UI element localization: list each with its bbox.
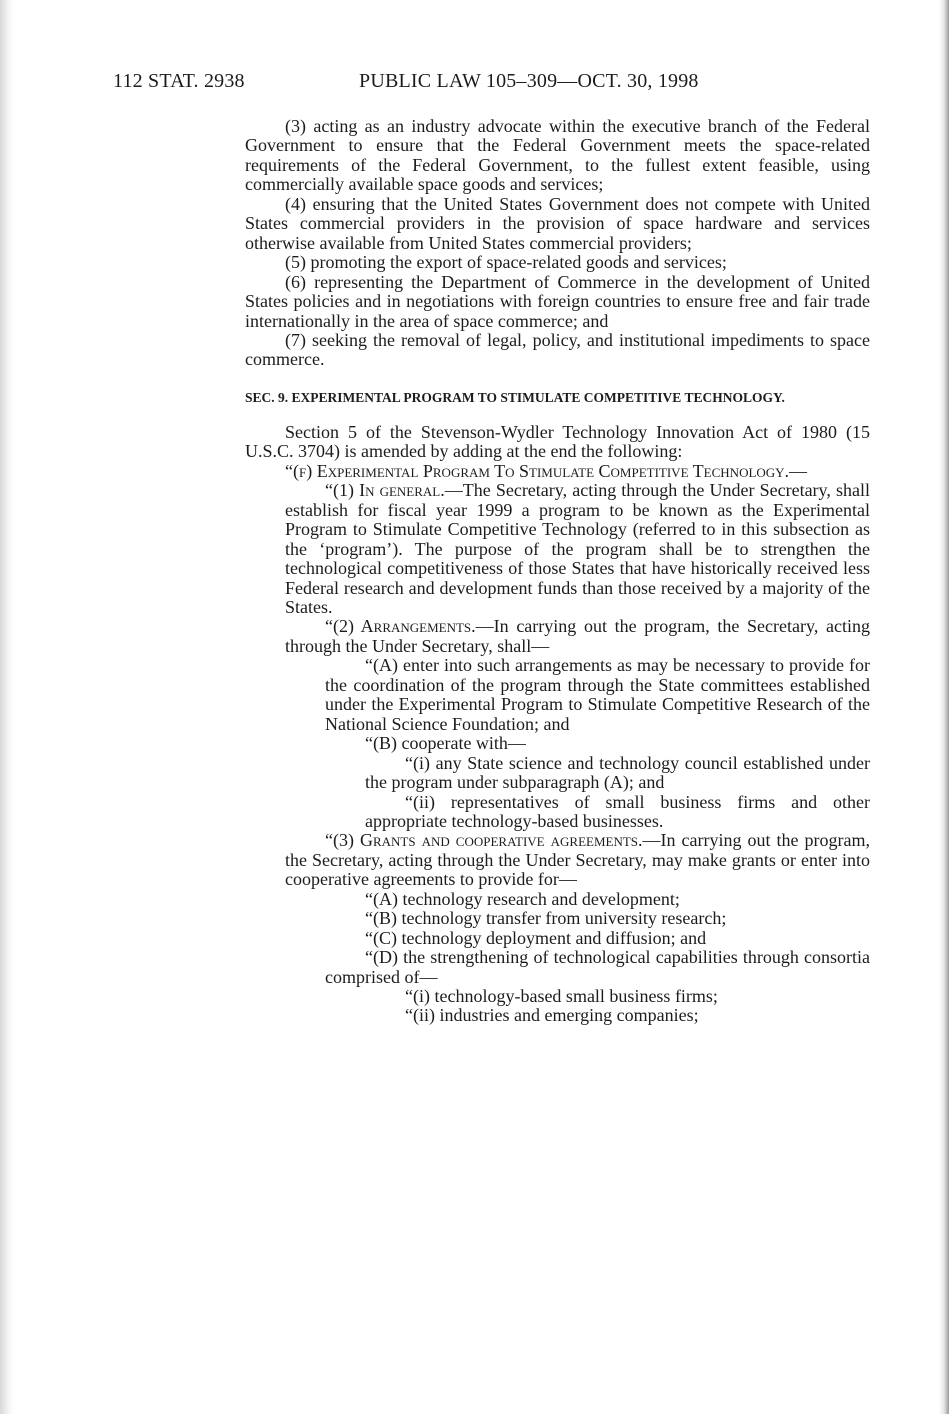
paragraph-4: (4) ensuring that the United States Government does not compete with United States commercial providers in the provision of space hardware and services otherwise available from United States commercial providers; [245, 193, 870, 253]
page-header [0, 70, 949, 96]
paragraph-1-label: “(1) In general. [325, 480, 445, 501]
subparagraph-3A: “(A) technology research and development; [365, 888, 680, 909]
subsection-f-heading: “(f) Experimental Program To Stimulate Competitive Technology.— [285, 460, 808, 481]
subparagraph-2A: “(A) enter into such arrangements as may be necessary to provide for the coordination of the program through the State committees established under the Experimental Program to Stimulate Competitive Research of the National Science Foundation; and [325, 655, 870, 734]
subparagraph-3C: “(C) technology deployment and diffusion; and [365, 927, 707, 948]
subparagraph-3B: “(B) technology transfer from university research; [365, 908, 727, 929]
paragraph-5: (5) promoting the export of space-related goods and services; [285, 252, 727, 273]
paragraph-7: (7) seeking the removal of legal, policy, and institutional impediments to space commerce. [245, 329, 870, 370]
paragraph-3-text: —In carrying out the program, the Secretary, acting through the Under Secretary, may make grants or enter into cooperative agreements to provide for— [285, 830, 871, 890]
paragraph-2-label: “(2) Arrangements. [325, 616, 476, 637]
paragraph-2-arrangements [245, 617, 870, 656]
paragraph-3-label: “(3) Grants and cooperative agreements. [325, 830, 643, 851]
paragraph-3-grants [245, 831, 870, 889]
paragraph-1-text: —The Secretary, acting through the Under Secretary, shall establish for fiscal year 1999 a program to be known as the Experimental Program to Stimulate Competitive Technology (referred to in this subsection as the ‘program’). The purpose of the program shall be to strengthen the technological competitiveness of those States that have historically received less Federal research and development funds than those received by a majority of the States. [285, 480, 870, 617]
clause-3Di: “(i) technology-based small business firms; [405, 986, 718, 1007]
subparagraph-2B: “(B) cooperate with— [365, 733, 526, 754]
scan-edge-left [0, 0, 14, 1414]
scan-edge-right [939, 0, 949, 1414]
section-intro: Section 5 of the Stevenson-Wydler Technology Innovation Act of 1980 (15 U.S.C. 3704) is amended by adding at the end the following: [245, 421, 870, 462]
clause-2Bii: “(ii) representatives of small business firms and other appropriate technology-based businesses. [365, 791, 870, 831]
subparagraph-3D: “(D) the strengthening of technological capabilities through consortia comprised of— [325, 947, 870, 987]
section-heading: SEC. 9. EXPERIMENTAL PROGRAM TO STIMULATE COMPETITIVE TECHNOLOGY. [245, 389, 785, 405]
statute-page-number: 112 STAT. 2938 [113, 70, 245, 92]
document-body [245, 117, 870, 1026]
clause-3Dii: “(ii) industries and emerging companies; [405, 1005, 699, 1026]
paragraph-3: (3) acting as an industry advocate within the executive branch of the Federal Government to ensure that the Federal Government meets the space-related requirements of the Federal Government, to the fullest extent feasible, using commercially available space goods and services; [245, 116, 870, 195]
public-law-title: PUBLIC LAW 105–309—OCT. 30, 1998 [359, 70, 699, 92]
clause-2Bi: “(i) any State science and technology council established under the program under subparagraph (A); and [365, 752, 870, 793]
paragraph-6: (6) representing the Department of Commerce in the development of United States policies and in negotiations with foreign countries to ensure free and fair trade internationally in the area of space commerce; and [245, 271, 870, 331]
paragraph-1-in-general [245, 481, 870, 617]
paragraph-2-text: —In carrying out the program, the Secretary, acting through the Under Secretary, shall— [285, 616, 870, 656]
